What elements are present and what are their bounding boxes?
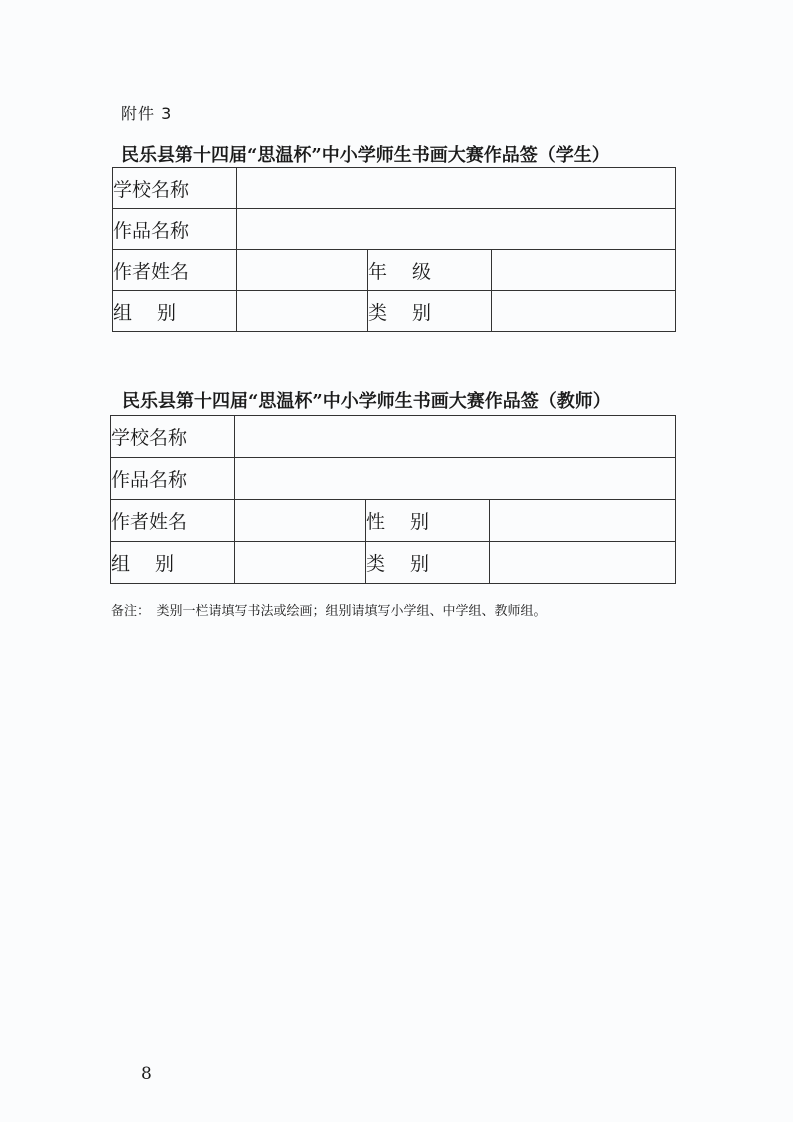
school-name-label: 学校名称 [113, 168, 237, 209]
remarks-note: 备注： 类别一栏请填写书法或绘画；组别请填写小学组、中学组、教师组。 [111, 604, 547, 619]
group-field[interactable] [235, 542, 366, 584]
work-name-field[interactable] [237, 209, 676, 250]
student-form-title: 民乐县第十四届“思温杯”中小学师生书画大赛作品签（学生） [121, 145, 610, 166]
grade-field[interactable] [492, 250, 676, 291]
table-row [111, 458, 676, 500]
author-name-label: 作者姓名 [111, 500, 235, 542]
table-row [113, 168, 676, 209]
table-row [113, 250, 676, 291]
gender-field[interactable] [490, 500, 676, 542]
work-name-field[interactable] [235, 458, 676, 500]
group-label: 组 别 [111, 542, 235, 584]
teacher-label-form [110, 415, 676, 584]
school-name-field[interactable] [235, 416, 676, 458]
table-row [111, 542, 676, 584]
work-name-label: 作品名称 [111, 458, 235, 500]
gender-label: 性 别 [366, 500, 490, 542]
teacher-form-title: 民乐县第十四届“思温杯”中小学师生书画大赛作品签（教师） [122, 391, 611, 412]
table-row [111, 416, 676, 458]
author-name-field[interactable] [237, 250, 368, 291]
table-row [113, 209, 676, 250]
category-label: 类 别 [366, 542, 490, 584]
category-field[interactable] [492, 291, 676, 332]
student-label-form [112, 167, 676, 332]
grade-label: 年 级 [368, 250, 492, 291]
school-name-field[interactable] [237, 168, 676, 209]
work-name-label: 作品名称 [113, 209, 237, 250]
school-name-label: 学校名称 [111, 416, 235, 458]
group-label: 组 别 [113, 291, 237, 332]
table-row [111, 500, 676, 542]
page-number: 8 [141, 1064, 152, 1084]
category-label: 类 别 [368, 291, 492, 332]
category-field[interactable] [490, 542, 676, 584]
group-field[interactable] [237, 291, 368, 332]
attachment-label: 附件 3 [121, 104, 173, 123]
author-name-label: 作者姓名 [113, 250, 237, 291]
table-row [113, 291, 676, 332]
author-name-field[interactable] [235, 500, 366, 542]
